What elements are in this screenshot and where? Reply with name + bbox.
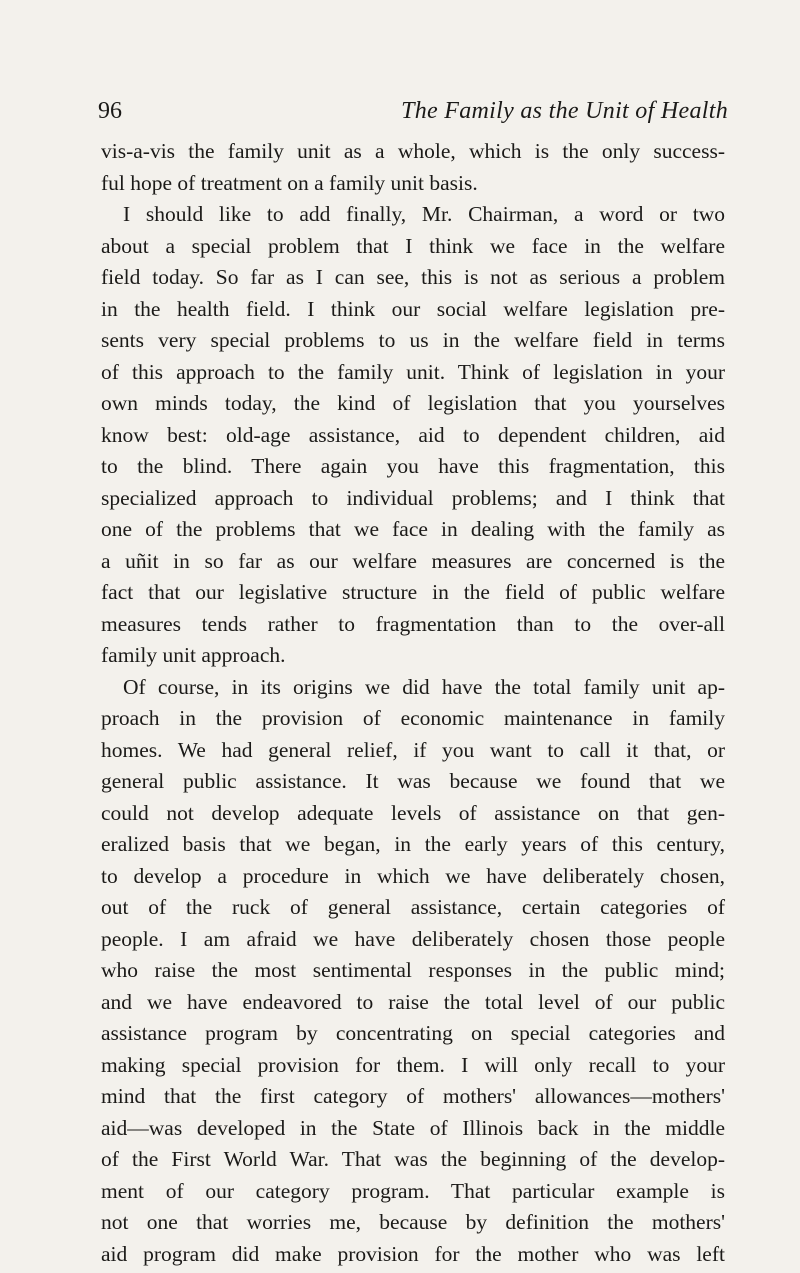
text-line: to develop a procedure in which we have deliberately chosen, (101, 863, 725, 888)
text-line: general public assistance. It was because we found that we (101, 769, 725, 793)
text-line: aid program did make provision for the mother who was left (101, 1241, 725, 1266)
text-line: ful hope of treatment on a family unit basis. (101, 170, 478, 195)
text-line: mind that the first category of mothers' allowances—mothers' (101, 1084, 725, 1108)
text-line: out of the ruck of general assistance, certain categories of (101, 895, 725, 919)
text-line: aid—was developed in the State of Illinois back in the middle (101, 1115, 725, 1140)
text-line: know best: old-age assistance, aid to dependent children, aid (101, 422, 725, 447)
body-text (101, 136, 725, 1270)
text-line: Of course, in its origins we did have the total family unit ap- (123, 674, 725, 699)
paragraph (101, 136, 725, 199)
page-number: 96 (98, 98, 122, 124)
page-header (98, 96, 728, 132)
text-line: sents very special problems to us in the welfare field in terms (101, 328, 725, 352)
text-line: in the health field. I think our social welfare legislation pre- (101, 296, 725, 321)
text-line: and we have endeavored to raise the total level of our public (101, 989, 725, 1014)
text-line: own minds today, the kind of legislation that you yourselves (101, 391, 725, 415)
paragraph (101, 199, 725, 672)
text-line: of this approach to the family unit. Think of legislation in your (101, 359, 725, 384)
text-line: of the First World War. That was the beginning of the develop- (101, 1147, 725, 1171)
text-line: who raise the most sentimental responses in the public mind; (101, 958, 725, 982)
text-line: I should like to add finally, Mr. Chairman, a word or two (123, 202, 725, 226)
text-line: field today. So far as I can see, this is not as serious a problem (101, 265, 725, 289)
text-line: assistance program by concentrating on special categories and (101, 1021, 725, 1045)
text-line: not one that worries me, because by definition the mothers' (101, 1210, 725, 1234)
text-line: family unit approach. (101, 643, 286, 667)
text-line: a uñit in so far as our welfare measures are concerned is the (101, 548, 725, 573)
text-line: one of the problems that we face in dealing with the family as (101, 517, 725, 541)
text-line: people. I am afraid we have deliberately chosen those people (101, 926, 725, 951)
paragraph (101, 672, 725, 1271)
text-line: specialized approach to individual problems; and I think that (101, 485, 725, 510)
text-line: measures tends rather to fragmentation than to the over-all (101, 611, 725, 636)
text-line: about a special problem that I think we face in the welfare (101, 233, 725, 258)
text-line: eralized basis that we began, in the early years of this century, (101, 832, 725, 856)
text-line: vis-a-vis the family unit as a whole, which is the only success- (101, 139, 725, 163)
text-line: making special provision for them. I will only recall to your (101, 1052, 725, 1077)
running-title: The Family as the Unit of Health (401, 98, 728, 124)
text-line: fact that our legislative structure in the field of public welfare (101, 580, 725, 604)
text-line: homes. We had general relief, if you want to call it that, or (101, 737, 725, 762)
text-line: could not develop adequate levels of assistance on that gen- (101, 800, 725, 825)
text-line: proach in the provision of economic maintenance in family (101, 706, 725, 730)
text-line: to the blind. There again you have this fragmentation, this (101, 454, 725, 478)
text-line: ment of our category program. That particular example is (101, 1178, 725, 1203)
